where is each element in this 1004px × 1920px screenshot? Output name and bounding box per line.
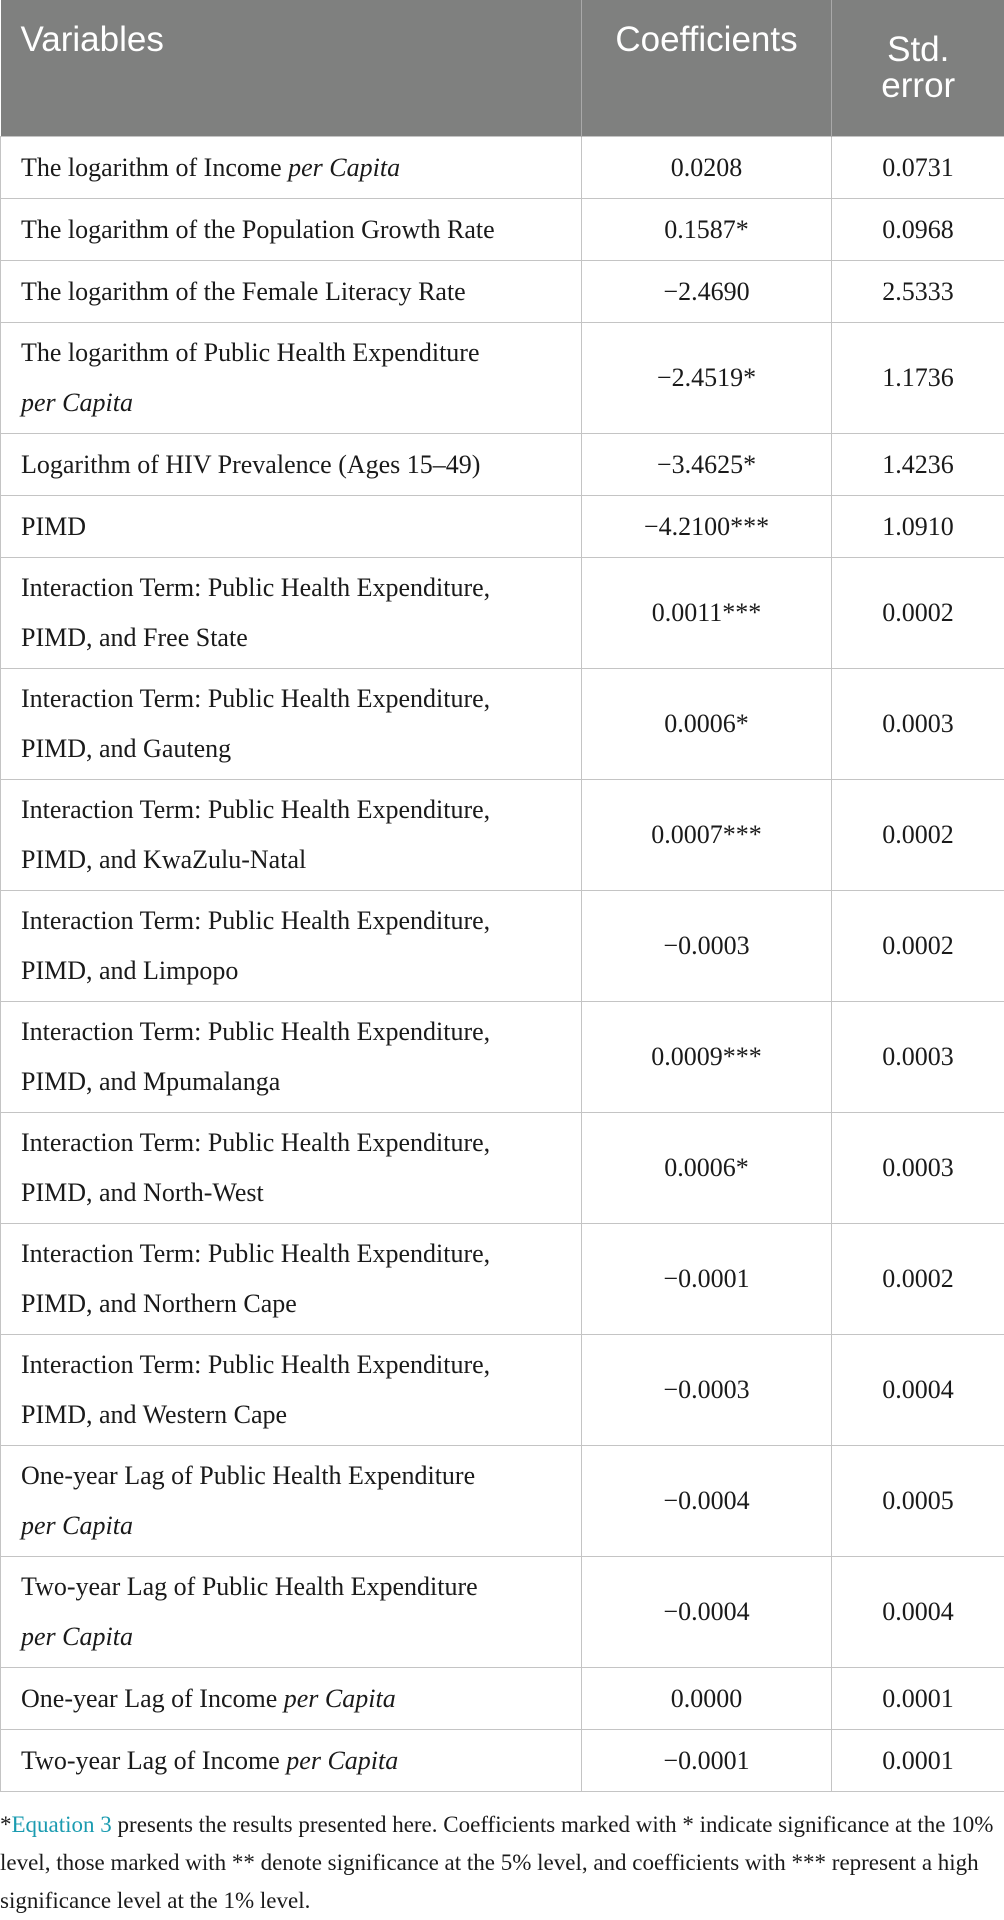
header-variables: Variables [1, 0, 582, 137]
table-row [1, 323, 1004, 434]
row-std-error: 2.5333 [832, 261, 1004, 323]
table-row [1, 1668, 1004, 1730]
table-row [1, 496, 1004, 558]
row-variable-text: Interaction Term: Public Health Expenditure, [21, 1239, 490, 1268]
row-variable [1, 780, 582, 891]
row-variable [1, 137, 582, 199]
table-row [1, 199, 1004, 261]
row-std-error: 1.4236 [832, 434, 1004, 496]
row-variable-text: The logarithm of the Female Literacy Rate [21, 277, 466, 306]
row-std-error: 0.0002 [832, 1224, 1004, 1335]
row-variable [1, 558, 582, 669]
row-std-error: 0.0002 [832, 558, 1004, 669]
row-variable [1, 434, 582, 496]
footnote-star: * [0, 1812, 12, 1837]
row-variable [1, 496, 582, 558]
row-coefficient: 0.0208 [582, 137, 832, 199]
table-row [1, 1002, 1004, 1113]
row-std-error: 0.0002 [832, 780, 1004, 891]
row-coefficient: −2.4690 [582, 261, 832, 323]
row-variable-text-line2: PIMD, and Western Cape [21, 1400, 287, 1429]
table-row [1, 669, 1004, 780]
header-std-error [832, 0, 1004, 137]
row-variable-text-line2: PIMD, and North-West [21, 1178, 264, 1207]
row-coefficient: −0.0003 [582, 891, 832, 1002]
row-variable-text: Interaction Term: Public Health Expenditure, [21, 1128, 490, 1157]
row-variable-text-line2: PIMD, and Free State [21, 623, 248, 652]
row-std-error: 1.0910 [832, 496, 1004, 558]
row-variable-text: PIMD [21, 512, 86, 541]
row-std-error: 0.0002 [832, 891, 1004, 1002]
row-variable-text: Interaction Term: Public Health Expenditure, [21, 906, 490, 935]
row-std-error: 0.0004 [832, 1335, 1004, 1446]
row-coefficient: −4.2100*** [582, 496, 832, 558]
row-variable [1, 1446, 582, 1557]
row-variable [1, 323, 582, 434]
row-coefficient: 0.0006* [582, 1113, 832, 1224]
row-variable [1, 261, 582, 323]
row-variable [1, 1557, 582, 1668]
table-row [1, 1730, 1004, 1792]
row-variable-italic: per Capita [21, 1622, 133, 1651]
row-std-error: 0.0005 [832, 1446, 1004, 1557]
row-variable [1, 1113, 582, 1224]
row-std-error: 0.0968 [832, 199, 1004, 261]
row-variable-italic: per Capita [288, 153, 400, 182]
row-variable [1, 1224, 582, 1335]
row-variable-text: Interaction Term: Public Health Expenditure, [21, 795, 490, 824]
footnote-text: presents the results presented here. Coefficients marked with * indicate significance at the 10% level, those marked with ** denote significance at the 5% level, and coefficients with *** represent a high significance level at the 1% level. [0, 1812, 993, 1913]
row-variable-italic: per Capita [284, 1684, 396, 1713]
table-row [1, 1113, 1004, 1224]
row-variable-text-line2: PIMD, and Northern Cape [21, 1289, 297, 1318]
row-coefficient: −2.4519* [582, 323, 832, 434]
row-variable-text-line2: PIMD, and Limpopo [21, 956, 238, 985]
row-std-error: 0.0003 [832, 1113, 1004, 1224]
row-std-error: 0.0004 [832, 1557, 1004, 1668]
row-variable-text: Interaction Term: Public Health Expenditure, [21, 1350, 490, 1379]
table-row [1, 558, 1004, 669]
header-std-error-line2: error [881, 66, 955, 105]
row-variable-text: One-year Lag of Income [21, 1684, 284, 1713]
row-coefficient: −0.0004 [582, 1446, 832, 1557]
table-header-row [1, 0, 1004, 137]
table-row [1, 1224, 1004, 1335]
row-variable-italic: per Capita [21, 388, 133, 417]
row-std-error: 0.0731 [832, 137, 1004, 199]
row-variable-text: The logarithm of the Population Growth Rate [21, 215, 495, 244]
table-row [1, 434, 1004, 496]
table-row [1, 1557, 1004, 1668]
row-std-error: 0.0001 [832, 1668, 1004, 1730]
table-footnote [0, 1792, 1004, 1920]
row-variable-text: Interaction Term: Public Health Expenditure, [21, 684, 490, 713]
table-row [1, 261, 1004, 323]
row-variable-text: Two-year Lag of Public Health Expenditure [21, 1572, 478, 1601]
row-variable-text: One-year Lag of Public Health Expenditure [21, 1461, 475, 1490]
row-variable [1, 1668, 582, 1730]
row-variable-text-line2: PIMD, and KwaZulu-Natal [21, 845, 306, 874]
row-variable-italic: per Capita [21, 1511, 133, 1540]
row-coefficient: −0.0001 [582, 1730, 832, 1792]
row-coefficient: −0.0004 [582, 1557, 832, 1668]
row-std-error: 0.0003 [832, 669, 1004, 780]
row-variable [1, 199, 582, 261]
row-variable-text-line2: PIMD, and Mpumalanga [21, 1067, 280, 1096]
row-variable-text: The logarithm of Income [21, 153, 288, 182]
row-variable-text: Interaction Term: Public Health Expenditure, [21, 1017, 490, 1046]
row-coefficient: 0.1587* [582, 199, 832, 261]
table-row [1, 891, 1004, 1002]
row-coefficient: 0.0000 [582, 1668, 832, 1730]
row-std-error: 0.0003 [832, 1002, 1004, 1113]
table-row [1, 1446, 1004, 1557]
row-coefficient: 0.0009*** [582, 1002, 832, 1113]
table-row [1, 137, 1004, 199]
header-std-error-line1: Std. [887, 30, 949, 69]
row-coefficient: 0.0007*** [582, 780, 832, 891]
row-std-error: 0.0001 [832, 1730, 1004, 1792]
equation-link[interactable]: Equation 3 [12, 1812, 112, 1837]
row-variable-text: The logarithm of Public Health Expenditure [21, 338, 480, 367]
header-coefficients: Coefficients [582, 0, 832, 137]
row-coefficient: 0.0011*** [582, 558, 832, 669]
row-variable [1, 669, 582, 780]
row-coefficient: −3.4625* [582, 434, 832, 496]
row-variable [1, 1335, 582, 1446]
row-variable-text: Logarithm of HIV Prevalence (Ages 15–49) [21, 450, 480, 479]
row-coefficient: −0.0001 [582, 1224, 832, 1335]
row-variable [1, 1002, 582, 1113]
row-coefficient: 0.0006* [582, 669, 832, 780]
table-row [1, 780, 1004, 891]
table-row [1, 1335, 1004, 1446]
row-variable-text: Two-year Lag of Income [21, 1746, 286, 1775]
row-std-error: 1.1736 [832, 323, 1004, 434]
row-variable [1, 891, 582, 1002]
row-variable-italic: per Capita [286, 1746, 398, 1775]
row-variable-text: Interaction Term: Public Health Expenditure, [21, 573, 490, 602]
row-variable [1, 1730, 582, 1792]
row-variable-text-line2: PIMD, and Gauteng [21, 734, 231, 763]
row-coefficient: −0.0003 [582, 1335, 832, 1446]
